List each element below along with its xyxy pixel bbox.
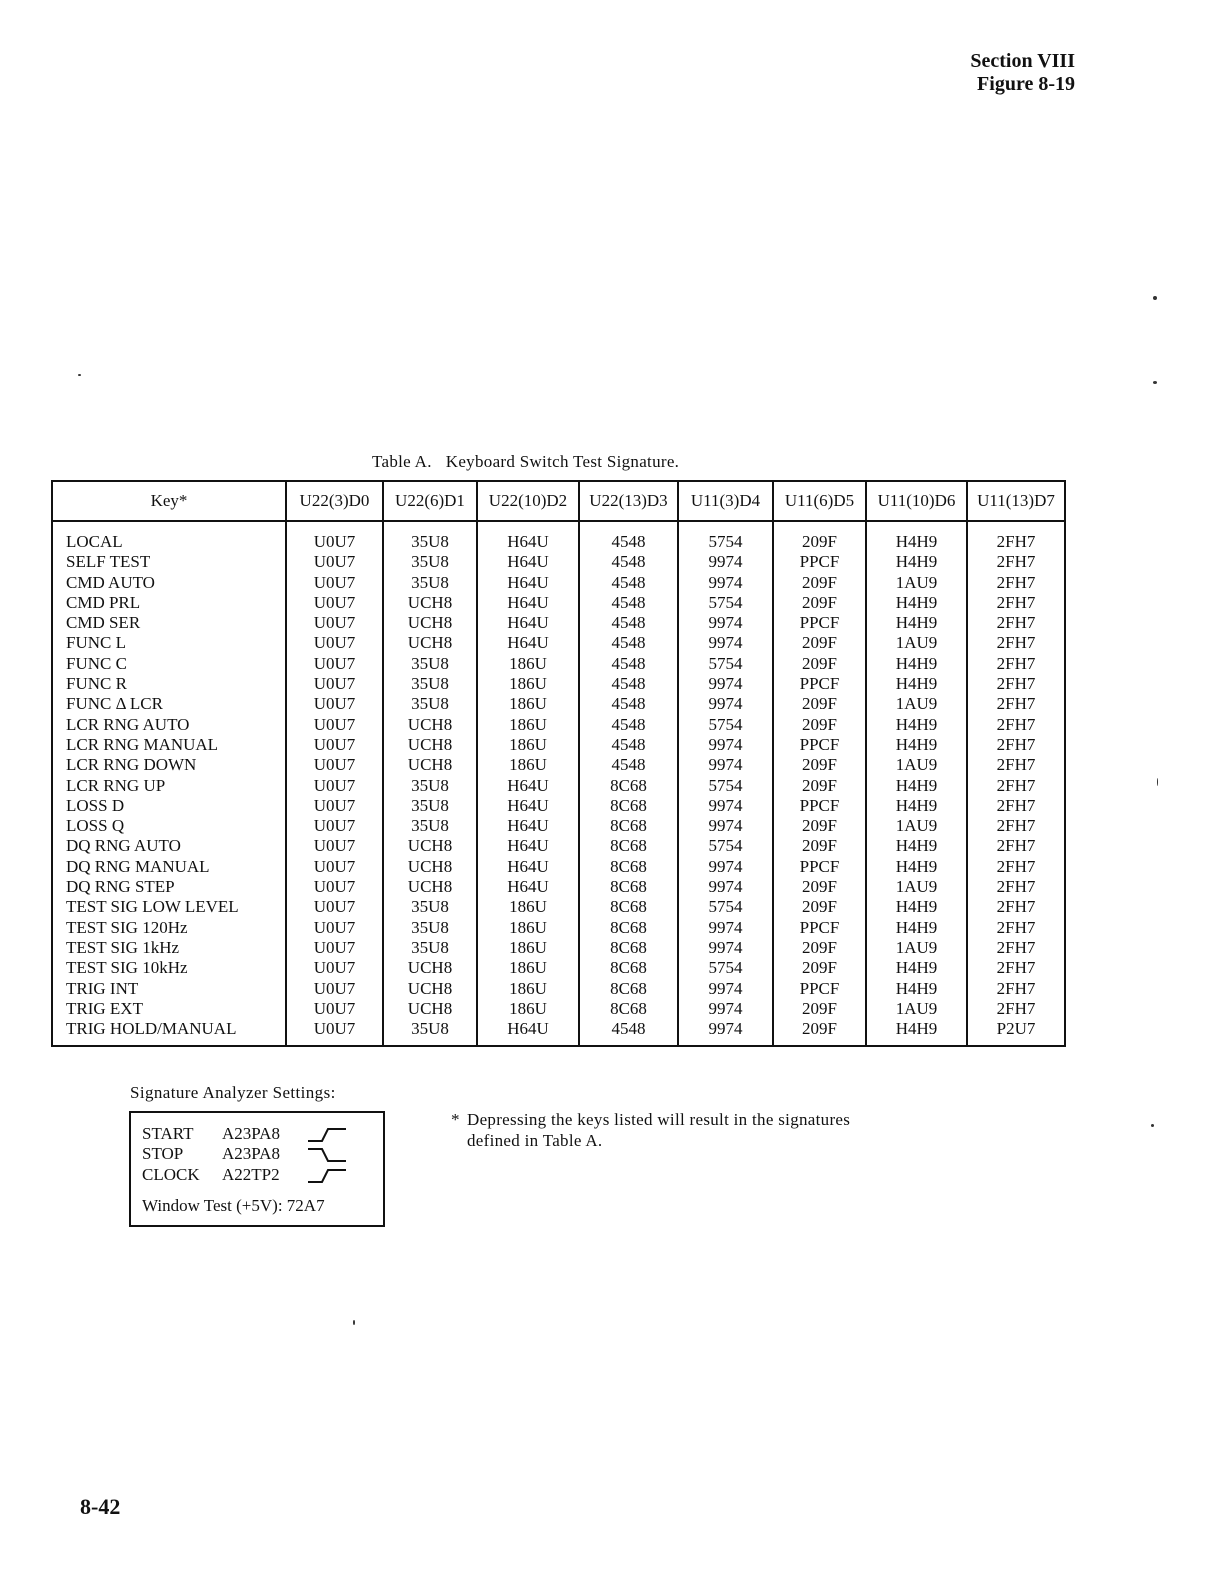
signature-cell: 1AU9 xyxy=(866,877,967,897)
key-cell: TRIG INT xyxy=(52,979,286,999)
signature-cell: 2FH7 xyxy=(967,654,1065,674)
signature-cell: 1AU9 xyxy=(866,938,967,958)
signature-cell: U0U7 xyxy=(286,521,383,552)
signature-cell: 209F xyxy=(773,755,866,775)
signature-cell: 35U8 xyxy=(383,694,477,714)
signature-cell: 4548 xyxy=(579,694,678,714)
signature-cell: P2U7 xyxy=(967,1019,1065,1046)
signature-cell: 2FH7 xyxy=(967,735,1065,755)
signature-cell: U0U7 xyxy=(286,918,383,938)
signature-cell: 8C68 xyxy=(579,877,678,897)
key-cell: CMD PRL xyxy=(52,593,286,613)
table-row xyxy=(52,897,1065,917)
column-header: U11(10)D6 xyxy=(866,481,967,521)
column-header: U11(3)D4 xyxy=(678,481,773,521)
signature-cell: 1AU9 xyxy=(866,694,967,714)
key-cell: TEST SIG 120Hz xyxy=(52,918,286,938)
signature-cell: PPCF xyxy=(773,552,866,572)
table-row xyxy=(52,836,1065,856)
signature-cell: 1AU9 xyxy=(866,999,967,1019)
signature-cell: H4H9 xyxy=(866,613,967,633)
key-cell: TEST SIG 10kHz xyxy=(52,958,286,978)
signature-cell: 209F xyxy=(773,999,866,1019)
signature-cell: 9974 xyxy=(678,694,773,714)
signature-cell: U0U7 xyxy=(286,979,383,999)
signature-cell: U0U7 xyxy=(286,816,383,836)
table-row xyxy=(52,552,1065,572)
key-cell: LCR RNG MANUAL xyxy=(52,735,286,755)
signature-cell: U0U7 xyxy=(286,897,383,917)
signature-cell: H4H9 xyxy=(866,897,967,917)
signature-cell: U0U7 xyxy=(286,613,383,633)
table-row xyxy=(52,633,1065,653)
signature-cell: UCH8 xyxy=(383,857,477,877)
signature-cell: 8C68 xyxy=(579,776,678,796)
column-header: U22(3)D0 xyxy=(286,481,383,521)
signature-cell: 8C68 xyxy=(579,816,678,836)
signature-cell: 209F xyxy=(773,958,866,978)
signature-cell: 2FH7 xyxy=(967,979,1065,999)
signature-cell: H4H9 xyxy=(866,1019,967,1046)
clock-label: CLOCK xyxy=(142,1165,200,1184)
signature-cell: 209F xyxy=(773,836,866,856)
signature-cell: UCH8 xyxy=(383,613,477,633)
key-cell: FUNC Δ LCR xyxy=(52,694,286,714)
signature-cell: 4548 xyxy=(579,573,678,593)
signature-cell: PPCF xyxy=(773,674,866,694)
signature-cell: UCH8 xyxy=(383,979,477,999)
page-header xyxy=(970,50,1075,96)
signature-cell: 209F xyxy=(773,521,866,552)
signature-cell: H64U xyxy=(477,633,579,653)
scan-speck xyxy=(1153,296,1157,300)
signature-cell: 5754 xyxy=(678,521,773,552)
signature-cell: U0U7 xyxy=(286,573,383,593)
signature-cell: 186U xyxy=(477,958,579,978)
table-row xyxy=(52,857,1065,877)
rising-edge-icon xyxy=(306,1126,348,1144)
signature-cell: 2FH7 xyxy=(967,755,1065,775)
signature-cell: UCH8 xyxy=(383,735,477,755)
key-cell: FUNC R xyxy=(52,674,286,694)
page-number: 8-42 xyxy=(80,1494,121,1519)
signature-cell: 5754 xyxy=(678,654,773,674)
signature-cell: 186U xyxy=(477,938,579,958)
scan-speck xyxy=(1153,381,1157,384)
table-header-row xyxy=(52,481,1065,521)
signature-cell: 209F xyxy=(773,654,866,674)
column-header: U22(6)D1 xyxy=(383,481,477,521)
signature-cell: 9974 xyxy=(678,796,773,816)
clock-pin: A22TP2 xyxy=(222,1165,280,1184)
stop-label: STOP xyxy=(142,1144,184,1163)
signature-cell: 186U xyxy=(477,999,579,1019)
signature-cell: H4H9 xyxy=(866,735,967,755)
key-cell: DQ RNG STEP xyxy=(52,877,286,897)
signature-cell: H64U xyxy=(477,776,579,796)
table-row xyxy=(52,776,1065,796)
key-cell: SELF TEST xyxy=(52,552,286,572)
falling-edge-icon xyxy=(306,1146,348,1164)
signature-cell: 35U8 xyxy=(383,573,477,593)
signature-cell: UCH8 xyxy=(383,633,477,653)
signature-cell: 35U8 xyxy=(383,552,477,572)
signature-cell: UCH8 xyxy=(383,593,477,613)
signature-cell: 2FH7 xyxy=(967,897,1065,917)
table-title-label: Table A. xyxy=(372,452,432,471)
signature-cell: 209F xyxy=(773,593,866,613)
signature-cell: U0U7 xyxy=(286,593,383,613)
signature-cell: U0U7 xyxy=(286,1019,383,1046)
signature-cell: U0U7 xyxy=(286,735,383,755)
signature-cell: 8C68 xyxy=(579,918,678,938)
table-row xyxy=(52,999,1065,1019)
signature-cell: 2FH7 xyxy=(967,796,1065,816)
signature-cell: 4548 xyxy=(579,755,678,775)
signature-cell: H4H9 xyxy=(866,552,967,572)
signature-cell: UCH8 xyxy=(383,877,477,897)
footnote-text: Depressing the keys listed will result in the signatures defined in Table A. xyxy=(467,1110,851,1150)
signature-cell: 5754 xyxy=(678,715,773,735)
signature-cell: H4H9 xyxy=(866,654,967,674)
signature-cell: U0U7 xyxy=(286,877,383,897)
key-cell: TEST SIG 1kHz xyxy=(52,938,286,958)
signature-cell: 8C68 xyxy=(579,999,678,1019)
signature-cell: 209F xyxy=(773,1019,866,1046)
signature-cell: 9974 xyxy=(678,633,773,653)
signature-cell: 4548 xyxy=(579,633,678,653)
signature-cell: H64U xyxy=(477,836,579,856)
signature-cell: H64U xyxy=(477,796,579,816)
signature-cell: 35U8 xyxy=(383,816,477,836)
signature-cell: 4548 xyxy=(579,654,678,674)
signature-cell: 35U8 xyxy=(383,918,477,938)
signature-table xyxy=(51,480,1066,1047)
signature-cell: 9974 xyxy=(678,735,773,755)
signature-cell: 2FH7 xyxy=(967,694,1065,714)
signature-cell: 4548 xyxy=(579,613,678,633)
signature-cell: 1AU9 xyxy=(866,755,967,775)
signature-cell: U0U7 xyxy=(286,694,383,714)
signature-cell: 209F xyxy=(773,938,866,958)
signature-cell: U0U7 xyxy=(286,776,383,796)
signature-cell: 186U xyxy=(477,735,579,755)
scan-speck xyxy=(1151,1124,1154,1127)
signature-cell: PPCF xyxy=(773,613,866,633)
signature-cell: PPCF xyxy=(773,918,866,938)
start-label: START xyxy=(142,1124,194,1143)
column-header: U11(6)D5 xyxy=(773,481,866,521)
signature-cell: 8C68 xyxy=(579,836,678,856)
signature-cell: 9974 xyxy=(678,674,773,694)
signature-cell: 8C68 xyxy=(579,796,678,816)
signature-cell: 186U xyxy=(477,897,579,917)
signature-cell: H4H9 xyxy=(866,857,967,877)
signature-cell: 4548 xyxy=(579,674,678,694)
signature-cell: 35U8 xyxy=(383,1019,477,1046)
signature-cell: 209F xyxy=(773,877,866,897)
signature-cell: H64U xyxy=(477,857,579,877)
key-cell: TRIG HOLD/MANUAL xyxy=(52,1019,286,1046)
window-test: Window Test (+5V): 72A7 xyxy=(142,1196,325,1215)
signature-cell: 2FH7 xyxy=(967,552,1065,572)
signature-cell: UCH8 xyxy=(383,999,477,1019)
key-cell: LOSS D xyxy=(52,796,286,816)
signature-cell: 5754 xyxy=(678,958,773,978)
table-row xyxy=(52,1019,1065,1046)
signature-cell: 2FH7 xyxy=(967,633,1065,653)
key-cell: LOCAL xyxy=(52,521,286,552)
signature-cell: 9974 xyxy=(678,877,773,897)
table-row xyxy=(52,674,1065,694)
signature-cell: 9974 xyxy=(678,979,773,999)
signature-cell: 35U8 xyxy=(383,674,477,694)
signature-cell: 1AU9 xyxy=(866,573,967,593)
signature-cell: 9974 xyxy=(678,755,773,775)
start-setting xyxy=(142,1124,304,1144)
signature-cell: 186U xyxy=(477,654,579,674)
signature-cell: U0U7 xyxy=(286,633,383,653)
signature-cell: 9974 xyxy=(678,999,773,1019)
signature-cell: 2FH7 xyxy=(967,715,1065,735)
signature-cell: 2FH7 xyxy=(967,674,1065,694)
key-cell: FUNC C xyxy=(52,654,286,674)
signature-cell: 2FH7 xyxy=(967,613,1065,633)
signature-cell: H64U xyxy=(477,521,579,552)
signature-cell: 4548 xyxy=(579,715,678,735)
signature-cell: 9974 xyxy=(678,552,773,572)
signature-cell: UCH8 xyxy=(383,755,477,775)
signature-cell: 2FH7 xyxy=(967,593,1065,613)
signature-cell: 2FH7 xyxy=(967,938,1065,958)
signature-cell: 8C68 xyxy=(579,958,678,978)
key-cell: CMD SER xyxy=(52,613,286,633)
table-row xyxy=(52,694,1065,714)
signature-cell: UCH8 xyxy=(383,958,477,978)
table-row xyxy=(52,796,1065,816)
key-cell: DQ RNG AUTO xyxy=(52,836,286,856)
signature-cell: 35U8 xyxy=(383,521,477,552)
table-row xyxy=(52,958,1065,978)
clock-setting xyxy=(142,1165,304,1185)
footnote xyxy=(451,1109,877,1151)
table-row xyxy=(52,573,1065,593)
signature-cell: 209F xyxy=(773,897,866,917)
key-cell: DQ RNG MANUAL xyxy=(52,857,286,877)
signature-cell: 209F xyxy=(773,694,866,714)
signature-cell: U0U7 xyxy=(286,958,383,978)
signature-cell: 35U8 xyxy=(383,796,477,816)
signature-cell: 4548 xyxy=(579,735,678,755)
signature-cell: 35U8 xyxy=(383,654,477,674)
signature-cell: 186U xyxy=(477,979,579,999)
key-cell: LOSS Q xyxy=(52,816,286,836)
table-row xyxy=(52,979,1065,999)
signature-cell: 2FH7 xyxy=(967,573,1065,593)
signature-cell: H64U xyxy=(477,816,579,836)
signature-cell: 8C68 xyxy=(579,979,678,999)
footnote-star: * xyxy=(451,1110,460,1129)
signature-cell: 209F xyxy=(773,633,866,653)
signature-cell: 4548 xyxy=(579,521,678,552)
signature-cell: 9974 xyxy=(678,816,773,836)
signature-cell: 9974 xyxy=(678,1019,773,1046)
signature-cell: H64U xyxy=(477,877,579,897)
signature-cell: 9974 xyxy=(678,857,773,877)
table-row xyxy=(52,521,1065,552)
table-row xyxy=(52,918,1065,938)
signature-cell: 2FH7 xyxy=(967,857,1065,877)
settings-label: Signature Analyzer Settings: xyxy=(130,1083,336,1102)
signature-cell: U0U7 xyxy=(286,999,383,1019)
signature-cell: 2FH7 xyxy=(967,877,1065,897)
signature-cell: 209F xyxy=(773,573,866,593)
table-row xyxy=(52,735,1065,755)
signature-cell: H4H9 xyxy=(866,674,967,694)
signature-cell: 186U xyxy=(477,694,579,714)
column-header: Key* xyxy=(52,481,286,521)
table-row xyxy=(52,613,1065,633)
key-cell: TRIG EXT xyxy=(52,999,286,1019)
signature-cell: U0U7 xyxy=(286,796,383,816)
signature-cell: 1AU9 xyxy=(866,816,967,836)
signature-cell: 2FH7 xyxy=(967,958,1065,978)
signature-cell: 2FH7 xyxy=(967,816,1065,836)
signature-cell: 2FH7 xyxy=(967,521,1065,552)
section-label: Section VIII xyxy=(970,50,1075,72)
signature-cell: PPCF xyxy=(773,735,866,755)
signature-cell: 186U xyxy=(477,674,579,694)
table-body xyxy=(52,521,1065,1046)
table-row xyxy=(52,654,1065,674)
signature-cell: H4H9 xyxy=(866,918,967,938)
signature-cell: H4H9 xyxy=(866,836,967,856)
signature-cell: UCH8 xyxy=(383,715,477,735)
signature-cell: 5754 xyxy=(678,593,773,613)
signature-cell: U0U7 xyxy=(286,857,383,877)
signature-cell: 9974 xyxy=(678,938,773,958)
signature-cell: 35U8 xyxy=(383,776,477,796)
signature-cell: 209F xyxy=(773,715,866,735)
signature-cell: 186U xyxy=(477,918,579,938)
signature-cell: 209F xyxy=(773,816,866,836)
signature-cell: 2FH7 xyxy=(967,836,1065,856)
signature-cell: 186U xyxy=(477,715,579,735)
signature-cell: 9974 xyxy=(678,918,773,938)
signature-cell: H4H9 xyxy=(866,593,967,613)
table-title xyxy=(372,452,679,472)
signature-cell: 4548 xyxy=(579,552,678,572)
stop-setting xyxy=(142,1144,304,1164)
column-header: U22(13)D3 xyxy=(579,481,678,521)
signature-cell: H4H9 xyxy=(866,521,967,552)
signature-cell: PPCF xyxy=(773,796,866,816)
signature-cell: U0U7 xyxy=(286,938,383,958)
signature-cell: 1AU9 xyxy=(866,633,967,653)
signature-cell: 5754 xyxy=(678,776,773,796)
scan-speck xyxy=(353,1320,355,1325)
signature-cell: U0U7 xyxy=(286,674,383,694)
signature-cell: H4H9 xyxy=(866,958,967,978)
table-row xyxy=(52,938,1065,958)
stop-pin: A23PA8 xyxy=(222,1144,280,1163)
signature-cell: PPCF xyxy=(773,979,866,999)
key-cell: CMD AUTO xyxy=(52,573,286,593)
signature-cell: 2FH7 xyxy=(967,776,1065,796)
signature-cell: H64U xyxy=(477,573,579,593)
column-header: U22(10)D2 xyxy=(477,481,579,521)
signature-cell: H4H9 xyxy=(866,979,967,999)
scan-speck xyxy=(1157,778,1158,786)
signature-cell: H64U xyxy=(477,1019,579,1046)
signature-cell: 4548 xyxy=(579,593,678,613)
settings-box xyxy=(129,1111,385,1227)
key-cell: LCR RNG DOWN xyxy=(52,755,286,775)
table-row xyxy=(52,816,1065,836)
signature-cell: 2FH7 xyxy=(967,999,1065,1019)
signature-cell: H64U xyxy=(477,552,579,572)
signature-cell: U0U7 xyxy=(286,552,383,572)
table-row xyxy=(52,715,1065,735)
signature-cell: 4548 xyxy=(579,1019,678,1046)
signature-cell: 8C68 xyxy=(579,857,678,877)
scan-speck xyxy=(78,374,81,376)
signature-cell: PPCF xyxy=(773,857,866,877)
table-row xyxy=(52,877,1065,897)
signature-cell: 186U xyxy=(477,755,579,775)
signature-cell: UCH8 xyxy=(383,836,477,856)
signature-cell: H4H9 xyxy=(866,776,967,796)
signature-cell: U0U7 xyxy=(286,654,383,674)
key-cell: LCR RNG UP xyxy=(52,776,286,796)
signature-cell: 5754 xyxy=(678,836,773,856)
figure-label: Figure 8-19 xyxy=(977,73,1075,95)
key-cell: LCR RNG AUTO xyxy=(52,715,286,735)
key-cell: FUNC L xyxy=(52,633,286,653)
signature-cell: U0U7 xyxy=(286,836,383,856)
signature-cell: 2FH7 xyxy=(967,918,1065,938)
signature-cell: H4H9 xyxy=(866,796,967,816)
signature-cell: H64U xyxy=(477,613,579,633)
table-title-text: Keyboard Switch Test Signature. xyxy=(445,452,680,471)
signature-cell: 35U8 xyxy=(383,938,477,958)
signature-cell: 8C68 xyxy=(579,938,678,958)
table-row xyxy=(52,755,1065,775)
signature-cell: 209F xyxy=(773,776,866,796)
signature-cell: 9974 xyxy=(678,613,773,633)
table-row xyxy=(52,593,1065,613)
key-cell: TEST SIG LOW LEVEL xyxy=(52,897,286,917)
column-header: U11(13)D7 xyxy=(967,481,1065,521)
start-pin: A23PA8 xyxy=(222,1124,280,1143)
rising-edge-icon xyxy=(306,1167,348,1185)
signature-cell: 5754 xyxy=(678,897,773,917)
signature-cell: U0U7 xyxy=(286,715,383,735)
signature-cell: H64U xyxy=(477,593,579,613)
signature-cell: U0U7 xyxy=(286,755,383,775)
signature-cell: H4H9 xyxy=(866,715,967,735)
signature-cell: 9974 xyxy=(678,573,773,593)
signature-cell: 8C68 xyxy=(579,897,678,917)
signature-cell: 35U8 xyxy=(383,897,477,917)
